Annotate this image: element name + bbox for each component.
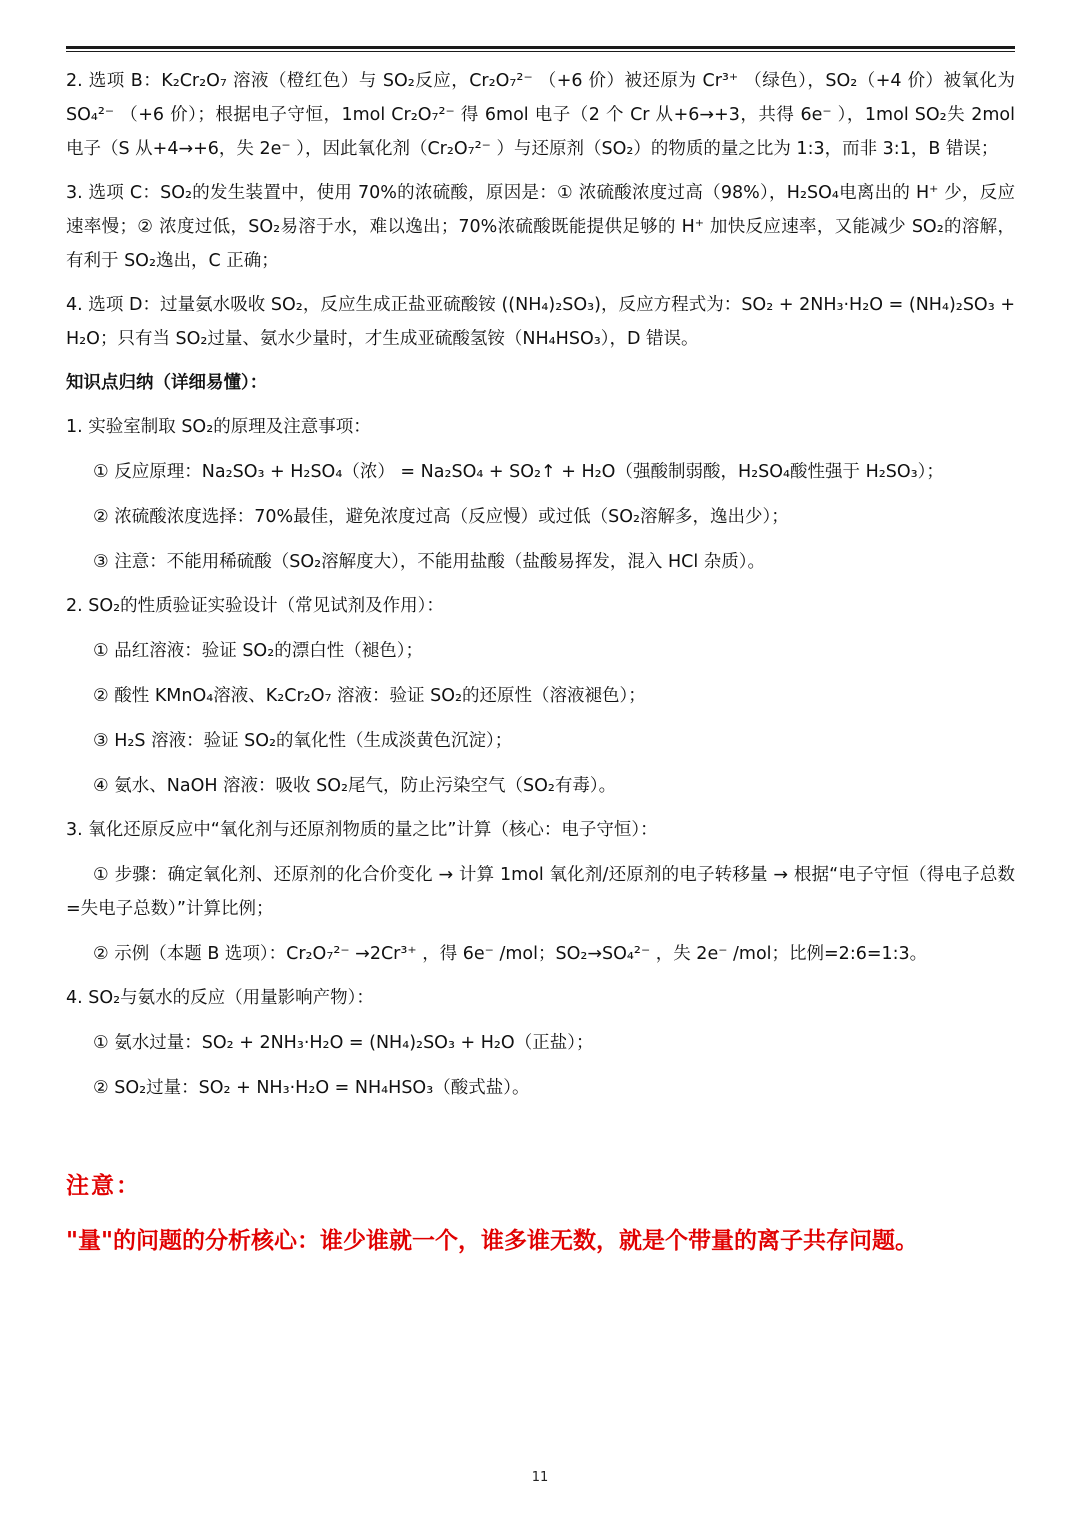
header-rule-thin <box>66 51 1015 52</box>
knowledge-item-2-3: ③ H₂S 溶液：验证 SO₂的氧化性（生成淡黄色沉淀）； <box>93 731 513 751</box>
document-body <box>66 64 1015 1105</box>
knowledge-item-1: 1. 实验室制取 SO₂的原理及注意事项： <box>66 417 371 437</box>
note-body: "量"的问题的分析核心：谁少谁就一个，谁多谁无数，就是个带量的离子共存问题。 <box>66 1227 918 1254</box>
knowledge-item-4-1: ① 氨水过量：SO₂ + 2NH₃·H₂O = (NH₄)₂SO₃ + H₂O（正盐）； <box>93 1033 594 1053</box>
knowledge-item-2-4: ④ 氨水、NaOH 溶液：吸收 SO₂尾气，防止污染空气（SO₂有毒）。 <box>93 776 617 796</box>
knowledge-item-1-2: ② 浓硫酸浓度选择：70%最佳，避免浓度过高（反应慢）或过低（SO₂溶解多，逸出少）； <box>93 507 789 527</box>
summary-heading: 知识点归纳（详细易懂）： <box>66 373 268 393</box>
option-d-paragraph: 4. 选项 D：过量氨水吸收 SO₂，反应生成正盐亚硫酸铵 ((NH₄)₂SO₃)，反应方程式为：SO₂ + 2NH₃·H₂O = (NH₄)₂SO₃ + H₂O；只有当 SO₂过量、氨水少量时，才生成亚硫酸氢铵（NH₄HSO₃），D 错误。 <box>66 295 1015 349</box>
note-title: 注意： <box>66 1172 141 1199</box>
knowledge-item-2-2: ② 酸性 KMnO₄溶液、K₂Cr₂O₇ 溶液：验证 SO₂的还原性（溶液褪色）； <box>93 686 646 706</box>
knowledge-item-2: 2. SO₂的性质验证实验设计（常见试剂及作用）： <box>66 596 444 616</box>
knowledge-item-3-1: ① 步骤：确定氧化剂、还原剂的化合价变化 → 计算 1mol 氧化剂/还原剂的电子转移量 → 根据“电子守恒（得电子总数=失电子总数）”计算比例； <box>66 865 1015 919</box>
knowledge-item-4: 4. SO₂与氨水的反应（用量影响产物）： <box>66 988 374 1008</box>
option-c-paragraph: 3. 选项 C：SO₂的发生装置中，使用 70%的浓硫酸，原因是：① 浓硫酸浓度过高（98%），H₂SO₄电离出的 H⁺ 少，反应速率慢；② 浓度过低，SO₂易溶于水，难以逸出；70%浓硫酸既能提供足够的 H⁺ 加快反应速率，又能减少 SO₂的溶解，有利于 SO₂逸出，C 正确； <box>66 183 1015 271</box>
option-b-paragraph: 2. 选项 B：K₂Cr₂O₇ 溶液（橙红色）与 SO₂反应，Cr₂O₇²⁻ （+6 价）被还原为 Cr³⁺ （绿色），SO₂（+4 价）被氧化为 SO₄²⁻ （+6 价）；根据电子守恒，1mol Cr₂O₇²⁻ 得 6mol 电子（2 个 Cr 从+6→+3，共得 6e⁻ ），1mol SO₂失 2mol 电子（S 从+4→+6，失 2e⁻ ），因此氧化剂（Cr₂O₇²⁻ ）与还原剂（SO₂）的物质的量之比为 1:3，而非 3:1，B 错误； <box>66 71 1015 159</box>
knowledge-item-2-1: ① 品红溶液：验证 SO₂的漂白性（褪色）； <box>93 641 423 661</box>
header-rule-thick <box>66 46 1015 49</box>
page-number: 11 <box>531 1470 549 1485</box>
knowledge-item-3-2: ② 示例（本题 B 选项）：Cr₂O₇²⁻ →2Cr³⁺ ，得 6e⁻ /mol；SO₂→SO₄²⁻ ，失 2e⁻ /mol；比例=2:6=1:3。 <box>93 944 928 964</box>
knowledge-item-4-2: ② SO₂过量：SO₂ + NH₃·H₂O = NH₄HSO₃（酸式盐）。 <box>93 1078 530 1098</box>
knowledge-item-1-1: ① 反应原理：Na₂SO₃ + H₂SO₄（浓） = Na₂SO₄ + SO₂↑ + H₂O（强酸制弱酸，H₂SO₄酸性强于 H₂SO₃）； <box>93 462 944 482</box>
knowledge-item-3: 3. 氧化还原反应中“氧化剂与还原剂物质的量之比”计算（核心：电子守恒）： <box>66 820 658 840</box>
knowledge-item-1-3: ③ 注意：不能用稀硫酸（SO₂溶解度大），不能用盐酸（盐酸易挥发，混入 HCl 杂质）。 <box>93 552 766 572</box>
